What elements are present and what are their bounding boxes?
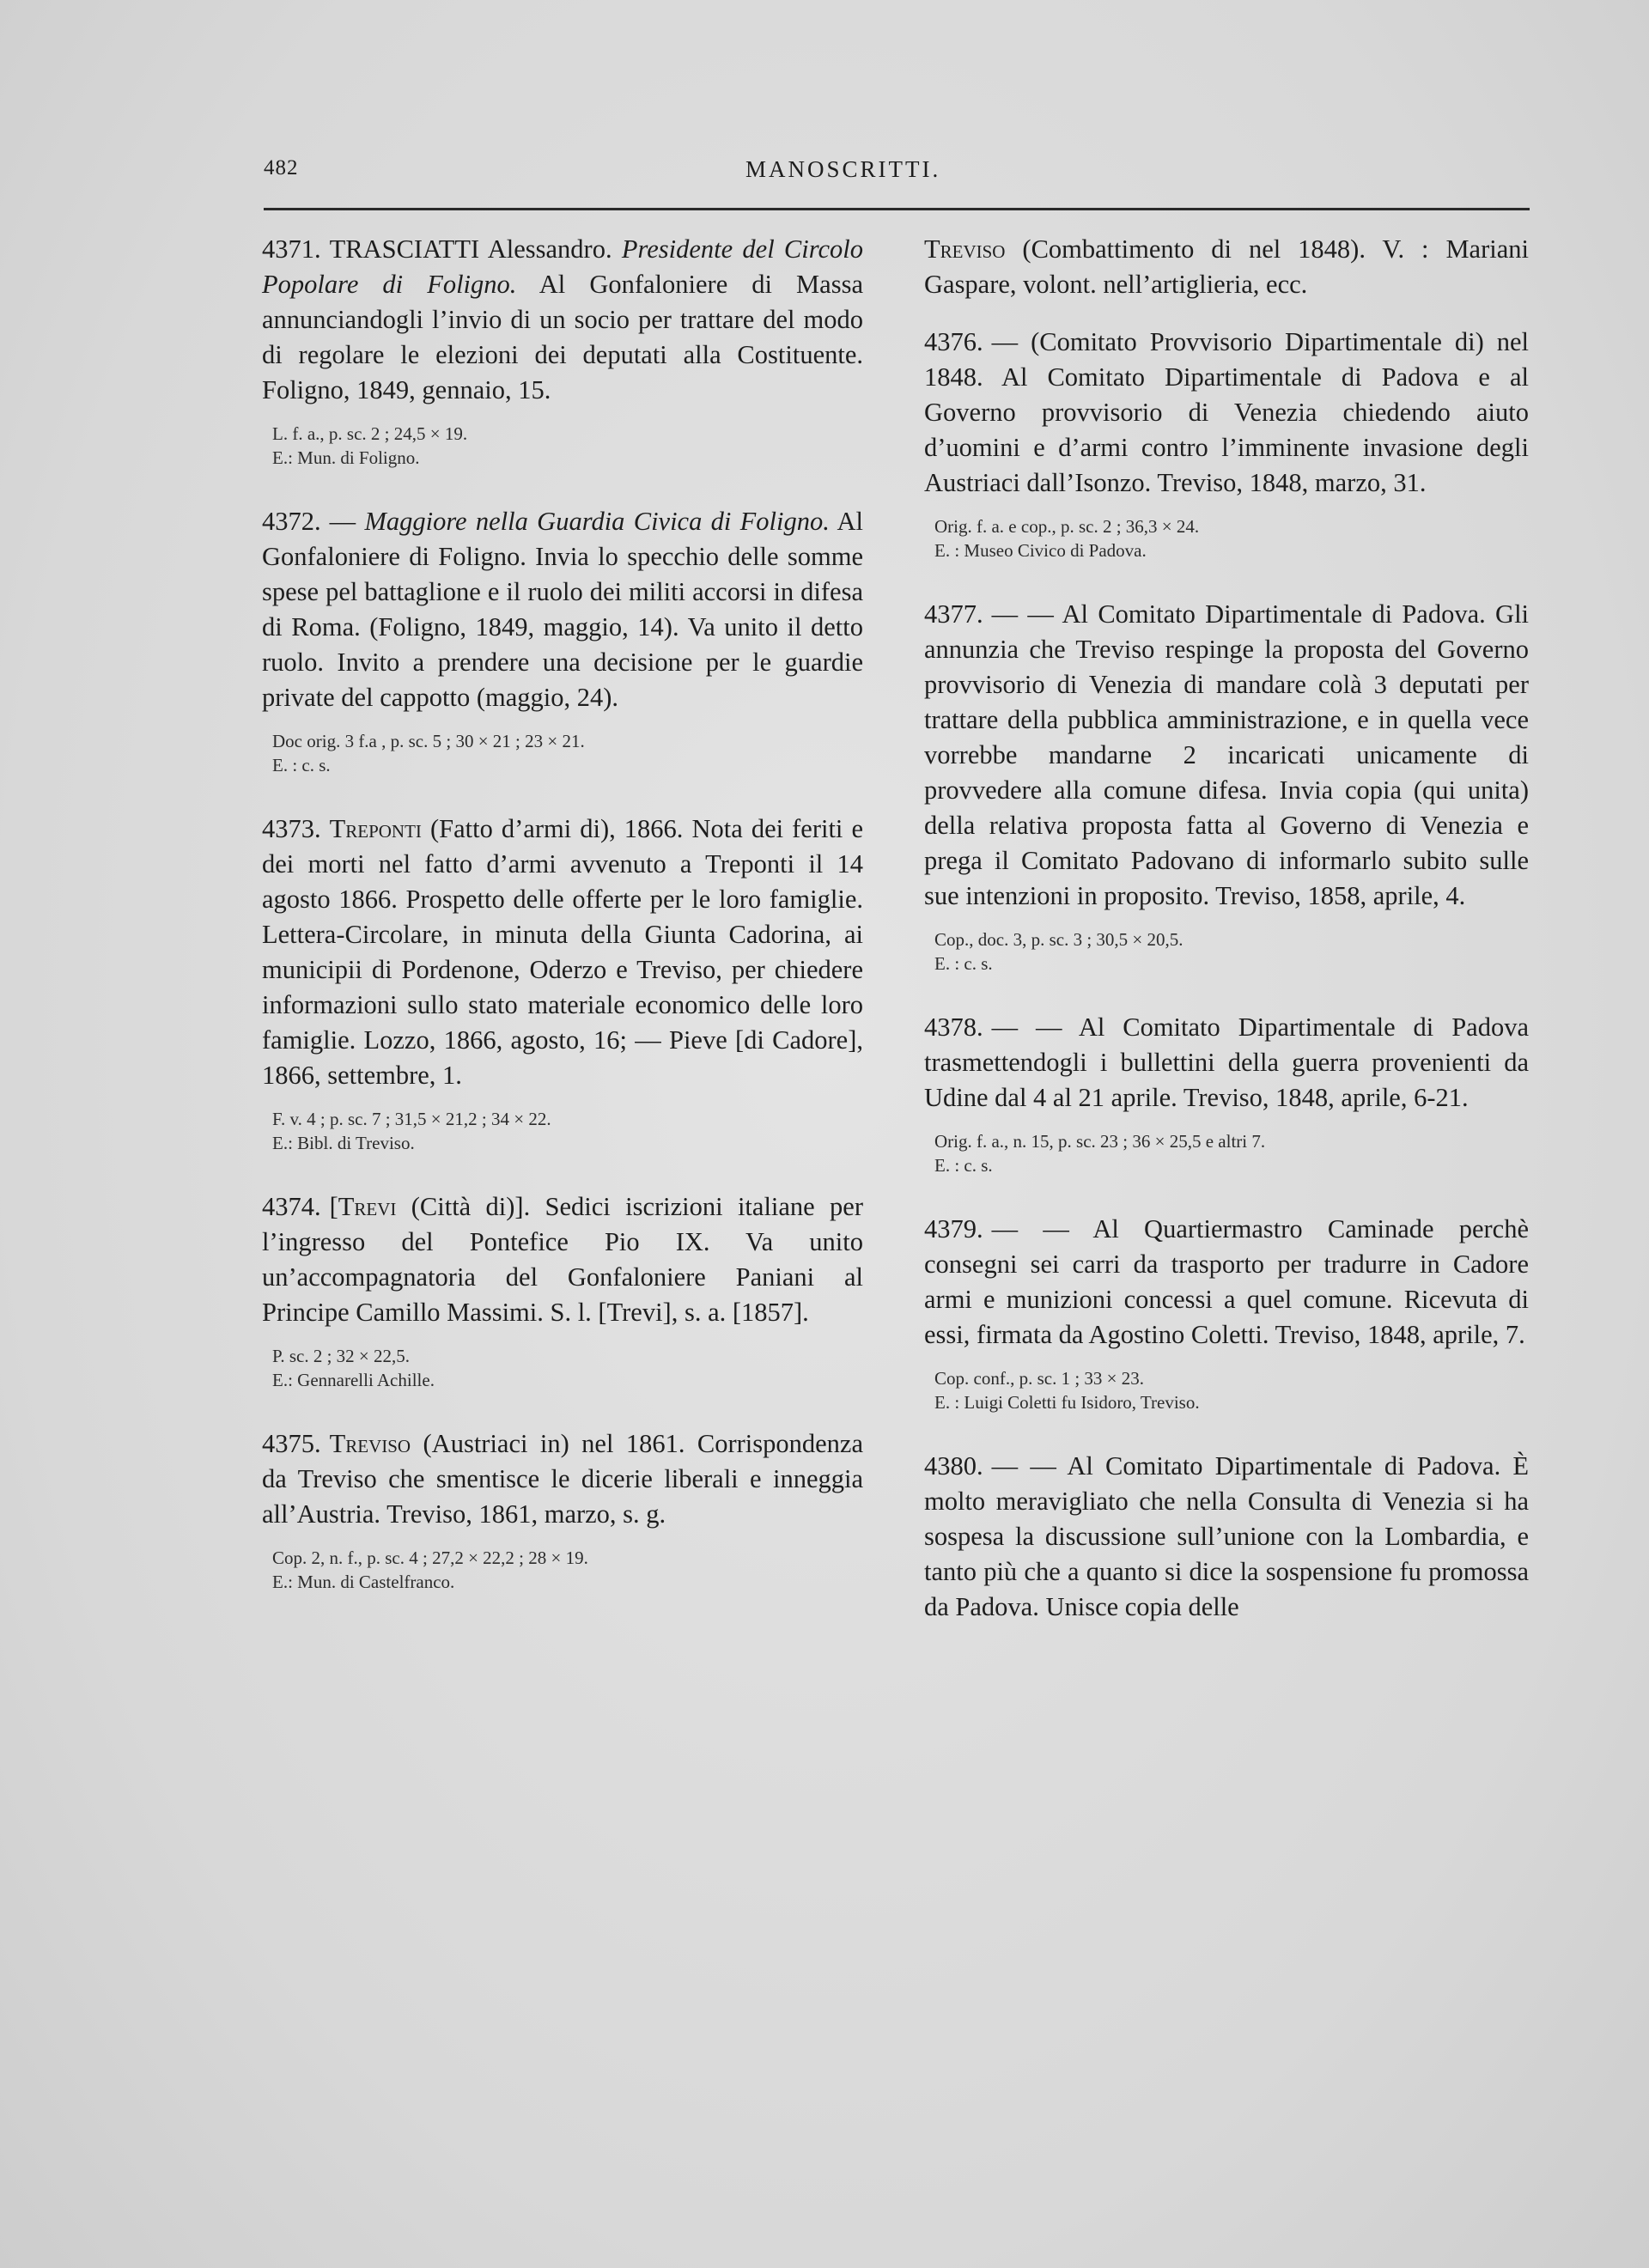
entry-body	[262, 1426, 863, 1532]
entry-meta-line: E. : c. s.	[934, 953, 993, 974]
entry-text: Al Comitato Dipartimentale di Padova trasmettendogli i bullettini della guerra provenienti da Udine dal 4 al 21 aprile. Treviso, 1848, aprile, 6-21.	[924, 1012, 1529, 1112]
entry-meta-line: Cop. conf., p. sc. 1 ; 33 × 23.	[934, 1368, 1144, 1389]
entry-text: Al Comitato Dipartimentale di Padova. Gli annunzia che Treviso respinge la proposta del Governo provvisorio di Venezia di mandare colà 3 deputati per trattare della pubblica amministrazione, e in quella vece vorrebbe mandarne 2 incaricati unicamente di provvedere alla comune difesa. Invia copia (qui unita) della relativa proposta fatta al Governo di Venezia e prega il Comitato Padovano di informarlo subito sulle sue intenzioni in proposito. Treviso, 1858, aprile, 4.	[924, 599, 1530, 910]
entry-meta-line: Orig. f. a., n. 15, p. sc. 23 ; 36 × 25,5 e altri 7.	[934, 1131, 1266, 1152]
entry-meta	[272, 1344, 863, 1392]
entry-lead: Treviso	[924, 234, 1006, 264]
entry-meta-line: Doc orig. 3 f.a , p. sc. 5 ; 30 × 21 ; 23 × 21.	[272, 731, 585, 751]
entry-meta	[272, 729, 863, 777]
entry-body	[924, 1212, 1529, 1353]
entry-body	[924, 1010, 1529, 1116]
entry-text: Al Comitato Dipartimentale di Padova. È molto meravigliato che nella Consulta di Venezia si ha sospesa la discussione sull’unione con la Lombardia, e tanto più che a quanto si dice la sospensione fu promossa da Padova. Unisce copia delle	[924, 1451, 1530, 1621]
catalog-entry	[262, 232, 863, 470]
entry-meta	[272, 1107, 863, 1155]
catalog-entry	[924, 1010, 1529, 1177]
entry-body	[924, 597, 1529, 914]
entry-text: Al Gonfaloniere di Massa annunciandogli l’invio di un socio per trattare del modo di regolare le elezioni dei deputati alla Costituente. Foligno, 1849, gennaio, 15.	[262, 270, 863, 404]
entry-body	[262, 812, 863, 1093]
entry-number: 4376.	[924, 327, 983, 356]
catalog-entry	[262, 812, 863, 1155]
entry-lead: —	[329, 507, 356, 536]
entry-number: 4373.	[262, 814, 321, 843]
entry-meta	[934, 514, 1529, 562]
entry-number: 4374.	[262, 1192, 321, 1221]
entry-number: 4379.	[924, 1214, 983, 1243]
entry-meta-line: Cop. 2, n. f., p. sc. 4 ; 27,2 × 22,2 ; 28 × 19.	[272, 1547, 588, 1568]
entry-body	[924, 232, 1529, 302]
entry-body	[924, 1449, 1529, 1625]
entry-lead: — —	[991, 1214, 1069, 1243]
entry-meta	[272, 1546, 863, 1594]
entry-lead: [Trevi	[329, 1192, 397, 1221]
catalog-entry	[924, 1212, 1529, 1414]
entry-lead: —	[991, 327, 1019, 356]
entry-meta-line: E.: Gennarelli Achille.	[272, 1370, 435, 1390]
entry-meta	[934, 927, 1529, 976]
entry-meta-line: P. sc. 2 ; 32 × 22,5.	[272, 1346, 411, 1366]
entry-lead: Treponti	[329, 814, 422, 843]
entry-lead: — —	[991, 1012, 1062, 1042]
entry-lead: TRASCIATTI Alessandro.	[329, 234, 612, 264]
catalog-entry	[262, 504, 863, 777]
catalog-entry	[924, 325, 1529, 562]
entry-lead: — —	[991, 1451, 1056, 1481]
entry-meta-line: Orig. f. a. e cop., p. sc. 2 ; 36,3 × 24.	[934, 516, 1200, 537]
catalog-entry	[924, 1449, 1529, 1625]
entry-meta-line: E. : Luigi Coletti fu Isidoro, Treviso.	[934, 1392, 1200, 1413]
entry-number: 4371.	[262, 234, 321, 264]
entry-body	[924, 325, 1529, 501]
page-number: 482	[264, 156, 299, 179]
entry-number: 4372.	[262, 507, 321, 536]
entry-body	[262, 504, 863, 715]
left-column	[262, 232, 863, 1594]
entry-text: (Comitato Provvisorio Dipartimentale di) nel 1848. Al Comitato Dipartimentale di Padova e al Governo provvisorio di Venezia chiedendo aiuto d’uomini e d’armi contro l’imminente invasione degli Austriaci dall’Isonzo. Treviso, 1848, marzo, 31.	[924, 327, 1530, 497]
entry-number: 4375.	[262, 1429, 321, 1458]
entry-number: 4380.	[924, 1451, 983, 1481]
entry-text: (Austriaci in) nel 1861. Corrispondenza da Treviso che smentisce le dicerie liberali e inneggia all’Austria. Treviso, 1861, marzo, s. g.	[262, 1429, 863, 1529]
entry-meta-line: L. f. a., p. sc. 2 ; 24,5 × 19.	[272, 423, 468, 444]
entry-text: Al Gonfaloniere di Foligno. Invia lo specchio delle somme spese pel battaglione e il ruolo dei militi accorsi in difesa di Roma. (Foligno, 1849, maggio, 14). Va unito il detto ruolo. Invito a prendere una decisione per le guardie private del cappotto (maggio, 24).	[262, 507, 864, 712]
running-head	[0, 156, 1649, 191]
entry-lead: Treviso	[329, 1429, 411, 1458]
entry-meta-line: E. : c. s.	[272, 755, 331, 775]
entry-meta-line: E. : c. s.	[934, 1155, 993, 1176]
entry-meta	[272, 422, 863, 470]
entry-meta-line: Cop., doc. 3, p. sc. 3 ; 30,5 × 20,5.	[934, 929, 1184, 950]
entry-number: 4377.	[924, 599, 983, 629]
entry-meta-line: F. v. 4 ; p. sc. 7 ; 31,5 × 21,2 ; 34 × 22.	[272, 1109, 551, 1129]
entry-number: 4378.	[924, 1012, 983, 1042]
catalog-entry	[262, 1426, 863, 1594]
entry-meta-line: E.: Bibl. di Treviso.	[272, 1133, 415, 1153]
entry-meta-line: E. : Museo Civico di Padova.	[934, 540, 1147, 561]
entry-lead: — —	[991, 599, 1054, 629]
catalog-entry	[262, 1189, 863, 1392]
running-title: MANOSCRITTI.	[745, 156, 941, 182]
entry-text: (Città di)]. Sedici iscrizioni italiane per l’ingresso del Pontefice Pio IX. Va unito un’accompagnatoria del Gonfaloniere Paniani al Principe Camillo Massimi. S. l. [Trevi], s. a. [1857].	[262, 1192, 863, 1327]
entry-meta-line: E.: Mun. di Castelfranco.	[272, 1572, 455, 1592]
entry-meta-line: E.: Mun. di Foligno.	[272, 447, 420, 468]
entry-meta	[934, 1129, 1529, 1177]
header-rule	[264, 208, 1530, 210]
entry-text: (Fatto d’armi di), 1866. Nota dei feriti e dei morti nel fatto d’armi avvenuto a Treponti il 14 agosto 1866. Prospetto delle offerte per le loro famiglie. Lettera-Circolare, in minuta della Giunta Cadorina, ai municipii di Pordenone, Oderzo e Treviso, per chiedere informazioni sullo stato materiale economico delle loro famiglie. Lozzo, 1866, agosto, 16; — Pieve [di Cadore], 1866, settembre, 1.	[262, 814, 863, 1090]
catalog-entry	[924, 232, 1529, 302]
entry-text: (Combattimento di nel 1848). V. : Mariani Gaspare, volont. nell’artiglieria, ecc.	[924, 234, 1529, 299]
entry-body	[262, 232, 863, 408]
right-column	[924, 232, 1529, 1625]
entry-body	[262, 1189, 863, 1330]
entry-meta	[934, 1366, 1529, 1414]
entry-italic: Presidente del Circolo Popolare di Foligno.	[262, 234, 863, 299]
entry-italic: Maggiore nella Guardia Civica di Foligno.	[364, 507, 830, 536]
entry-text: Al Quartiermastro Caminade perchè consegni sei carri da trasporto per tradurre in Cadore armi e munizioni concessi a quel comune. Ricevuta di essi, firmata da Agostino Coletti. Treviso, 1848, aprile, 7.	[924, 1214, 1530, 1349]
catalog-entry	[924, 597, 1529, 976]
